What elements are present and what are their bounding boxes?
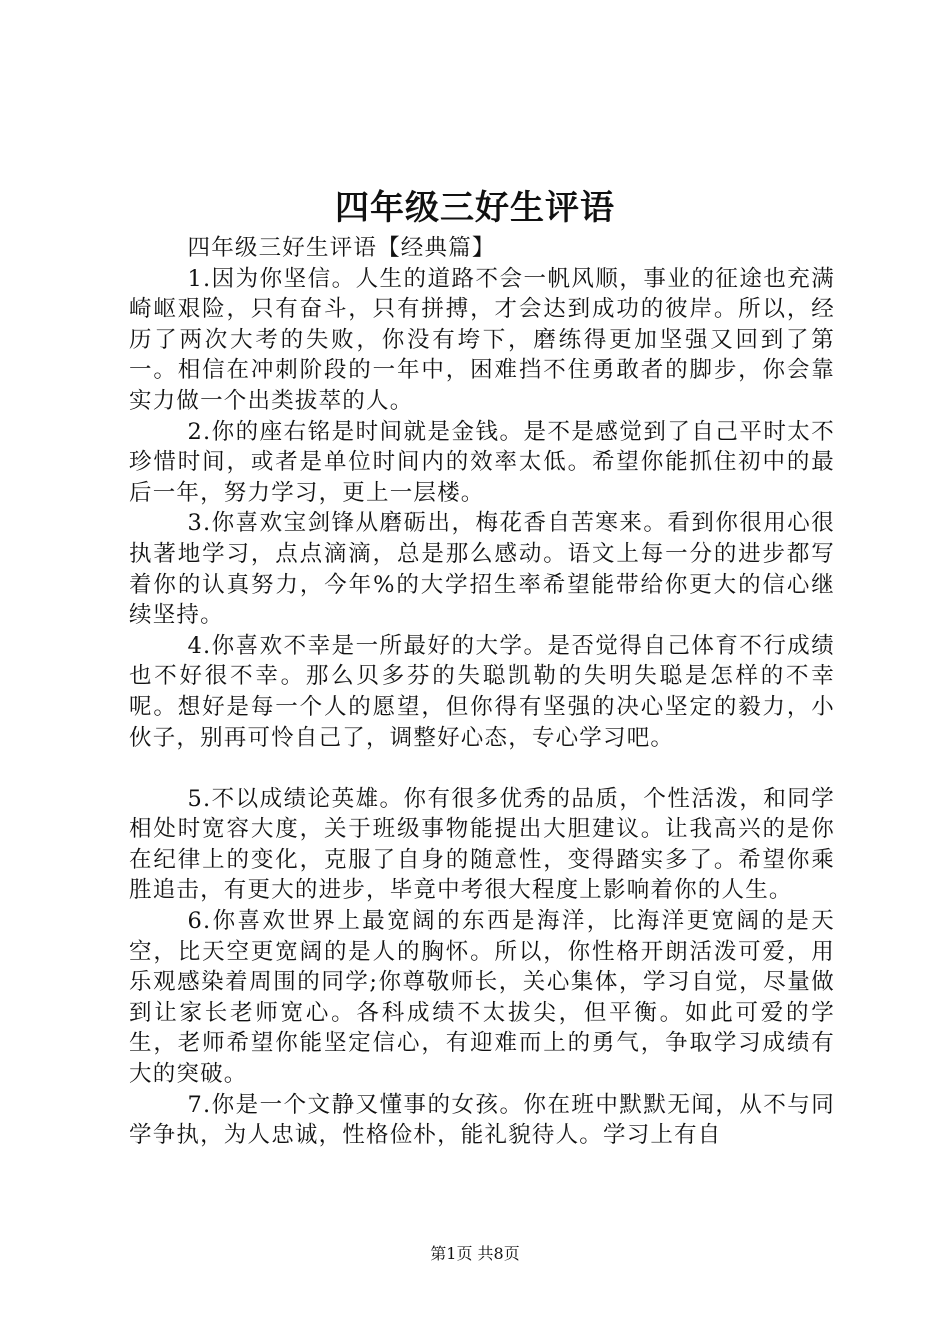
comment-paragraph-6: 6.你喜欢世界上最宽阔的东西是海洋，比海洋更宽阔的是天空，比天空更宽阔的是人的胸怀。所以，你性格开朗活泼可爱，用乐观感染着周围的同学;你尊敬师长，关心集体，学习自觉，尽量做到让家长老师宽心。各科成绩不太拔尖，但平衡。如此可爱的学生，老师希望你能坚定信心，有迎难而上的勇气，争取学习成绩有大的突破。 — [129, 908, 835, 1088]
comment-paragraph-5: 5.不以成绩论英雄。你有很多优秀的品质，个性活泼，和同学相处时宽容大度，关于班级事物能提出大胆建议。让我高兴的是你在纪律上的变化，克服了自身的随意性，变得踏实多了。希望你乘胜追击，有更大的进步，毕竟中考很大程度上影响着你的人生。 — [129, 785, 835, 904]
comment-paragraph-3: 3.你喜欢宝剑锋从磨砺出，梅花香自苦寒来。看到你很用心很执著地学习，点点滴滴，总是那么感动。语文上每一分的进步都写着你的认真努力，今年%的大学招生率希望能带给你更大的信心继续坚持。 — [129, 510, 835, 629]
document-title: 四年级三好生评语 — [335, 188, 615, 228]
comment-paragraph-2: 2.你的座右铭是时间就是金钱。是不是感觉到了自己平时太不珍惜时间，或者是单位时间内的效率太低。希望你能抓住初中的最后一年，努力学习，更上一层楼。 — [129, 418, 835, 506]
comment-paragraph-4: 4.你喜欢不幸是一所最好的大学。是否觉得自己体育不行成绩也不好很不幸。那么贝多芬的失聪凯勒的失明失聪是怎样的不幸呢。想好是每一个人的愿望，但你得有坚强的决心坚定的毅力，小伙子，别再可怜自己了，调整好心态，专心学习吧。 — [129, 632, 835, 751]
section-heading: 四年级三好生评语【经典篇】 — [187, 235, 496, 261]
document-body — [129, 233, 835, 1151]
page-number-footer: 第1页 共8页 — [430, 1244, 520, 1263]
comment-paragraph-7: 7.你是一个文静又懂事的女孩。你在班中默默无闻，从不与同学争执，为人忠诚，性格俭朴，能礼貌待人。学习上有自 — [129, 1091, 835, 1149]
comment-paragraph-1: 1.因为你坚信。人生的道路不会一帆风顺，事业的征途也充满崎岖艰险，只有奋斗，只有拼搏，才会达到成功的彼岸。所以，经历了两次大考的失败，你没有垮下，磨练得更加坚强又回到了第一。相信在冲刺阶段的一年中，困难挡不住勇敢者的脚步，你会靠实力做一个出类拔萃的人。 — [129, 265, 835, 414]
